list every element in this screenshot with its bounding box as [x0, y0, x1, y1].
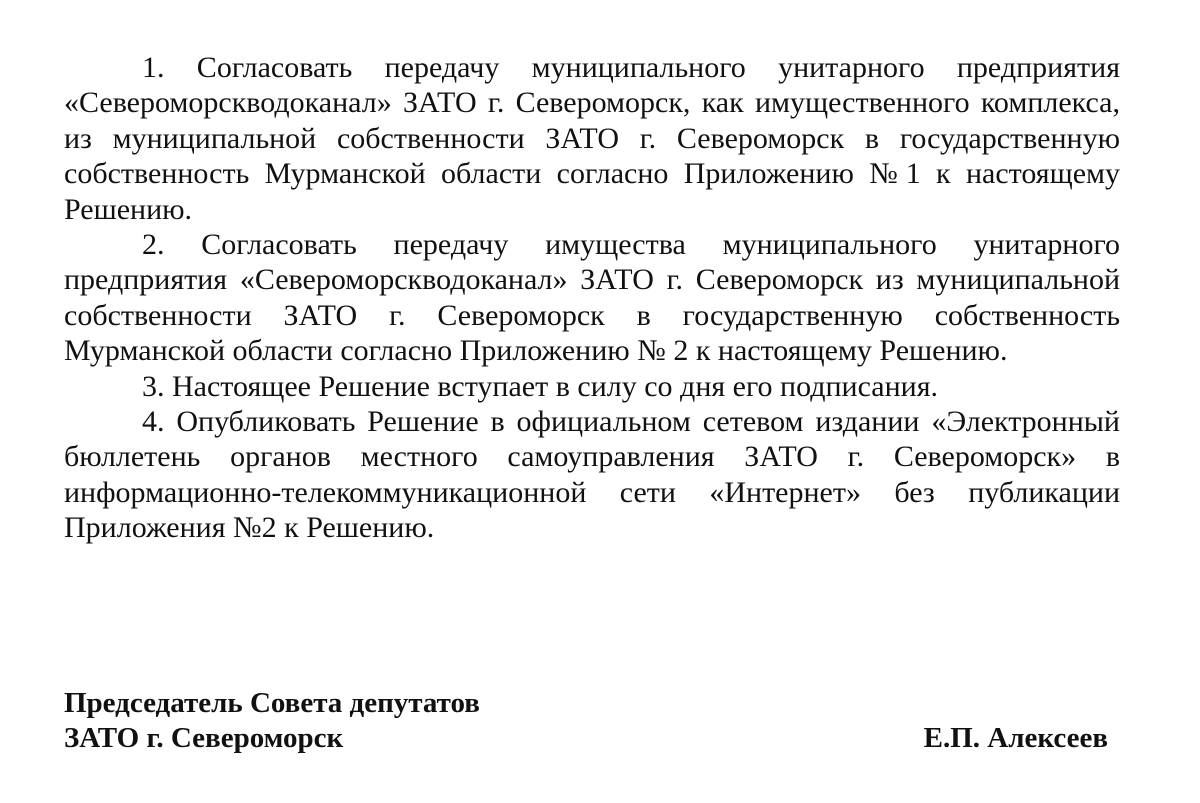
signatory-name: Е.П. Алексеев — [923, 722, 1108, 754]
paragraph-1: 1. Согласовать передачу муниципального унитарного предприятия «Североморскводоканал» ЗАТО г. Североморск, как имущественного комплекса, из муниципальной собственности ЗАТО г. Североморск в государственную собственность Мурманской области согласно Приложению №1 к настоящему Решению. — [64, 51, 1120, 226]
paragraph-4: 4. Опубликовать Решение в официальном сетевом издании «Электронный бюллетень органов местного самоуправления ЗАТО г. Североморск» в информационно-телекоммуникационной сети «Интернет» без публикации Приложения №2 к Решению. — [64, 405, 1120, 545]
paragraph-2: 2. Согласовать передачу имущества муниципального унитарного предприятия «Североморскводоканал» ЗАТО г. Североморск из муниципальной собственности ЗАТО г. Североморск в государственную собственность Мурманской области согласно Приложению № 2 к настоящему Решению. — [64, 228, 1120, 368]
signature-row — [64, 721, 1108, 756]
signatory-position-line-1: Председатель Совета депутатов — [64, 687, 480, 719]
signature-block — [64, 686, 1108, 756]
paragraph-3: 3. Настоящее Решение вступает в силу со дня его подписания. — [142, 369, 939, 403]
document-body — [64, 50, 1120, 546]
signatory-position-line-2: ЗАТО г. Североморск — [64, 722, 344, 754]
